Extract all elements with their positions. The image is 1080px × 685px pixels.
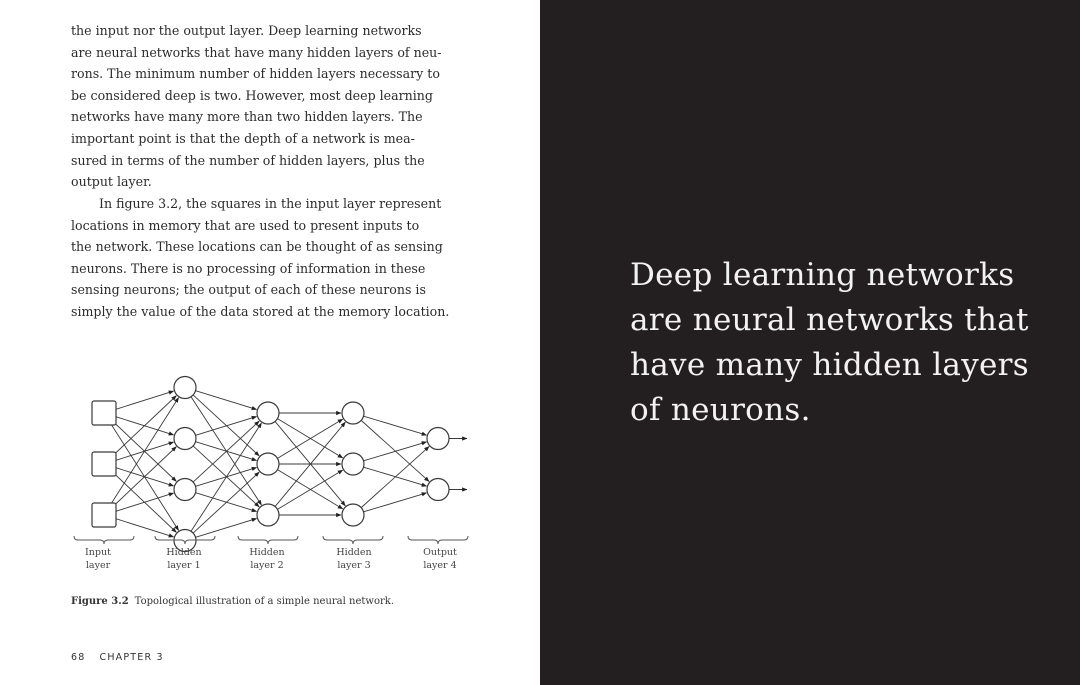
output-neuron (427, 428, 449, 450)
connection-edge (196, 519, 257, 538)
text-line: rons. The minimum number of hidden layers necessary to (71, 66, 440, 82)
layer-label-line: Hidden (249, 547, 285, 558)
text-line: simply the value of the data stored at the memory location. (71, 303, 450, 319)
output-neuron (427, 479, 449, 501)
chapter-label: CHAPTER 3 (99, 652, 164, 663)
figure-caption (71, 596, 491, 607)
hidden-neuron (174, 428, 196, 450)
text-line: sured in terms of the number of hidden layers, plus the (71, 152, 425, 168)
hidden-neuron (257, 504, 279, 526)
layer-brace (238, 536, 298, 544)
text-line: In figure 3.2, the squares in the input layer represent (99, 196, 442, 211)
connection-edge (196, 391, 257, 410)
quote-line: Deep learning networks (630, 257, 1015, 293)
connection-edge (110, 398, 178, 505)
layer-label-line: layer 2 (250, 560, 284, 571)
layer-label-line: Output (423, 547, 457, 558)
layer-brace (323, 536, 383, 544)
input-node-square (92, 503, 116, 527)
quote-line: have many hidden layers (630, 347, 1029, 383)
layer-label-line: layer 3 (337, 560, 371, 571)
layer-label-line: Hidden (166, 547, 202, 558)
layer-label-line: Hidden (336, 547, 372, 558)
connection-edge (191, 423, 261, 531)
layer-label-hidden-2 (232, 546, 302, 572)
text-line: are neural networks that have many hidden layers of neu- (71, 44, 442, 60)
hidden-neuron (257, 453, 279, 475)
input-node-square (92, 452, 116, 476)
layer-label-line: layer 4 (423, 560, 457, 571)
hidden-neuron (174, 479, 196, 501)
neural-network-diagram (60, 340, 480, 580)
connection-edge (113, 447, 177, 507)
quote-line: are neural networks that (630, 302, 1029, 338)
right-page (540, 0, 1080, 685)
paragraph-2 (71, 193, 451, 323)
network-nodes (92, 377, 449, 552)
hidden-neuron (342, 504, 364, 526)
quote-line: of neurons. (630, 392, 811, 428)
input-node-square (92, 401, 116, 425)
text-line: networks have many more than two hidden layers. The (71, 109, 423, 125)
text-line: important point is that the depth of a network is mea- (71, 130, 415, 146)
layer-braces (74, 536, 468, 544)
text-line: output layer. (71, 174, 152, 190)
connection-edge (193, 421, 259, 482)
output-arrows (449, 439, 467, 490)
figure-caption-label: Figure 3.2 (71, 596, 129, 607)
layer-brace (74, 536, 134, 544)
layer-label-line: Input (85, 547, 111, 558)
connection-edge (364, 416, 427, 435)
layer-label-line: layer 1 (167, 560, 201, 571)
text-line: locations in memory that are used to present inputs to (71, 217, 420, 233)
text-line: the network. These locations can be thought of as sensing (71, 239, 443, 255)
hidden-neuron (342, 402, 364, 424)
text-line: sensing neurons; the output of each of these neurons is (71, 282, 426, 298)
page-footer (71, 652, 164, 663)
hidden-neuron (257, 402, 279, 424)
hidden-neuron (174, 377, 196, 399)
connection-edge (364, 493, 427, 512)
hidden-neuron (342, 453, 364, 475)
layer-label-output (405, 546, 475, 572)
layer-label-line: layer (85, 560, 111, 571)
text-line: the input nor the output layer. Deep learning networks (71, 23, 422, 38)
text-line: be considered deep is two. However, most deep learning (71, 87, 433, 103)
layer-label-hidden-1 (149, 546, 219, 572)
text-line: neurons. There is no processing of information in these (71, 260, 426, 276)
connection-edge (113, 396, 177, 456)
connection-edge (193, 472, 259, 533)
figure-caption-text: Topological illustration of a simple neural network. (134, 596, 394, 607)
paragraph-1 (71, 20, 451, 193)
connection-edge (364, 442, 427, 461)
layer-label-input (63, 546, 133, 572)
layer-brace (408, 536, 468, 544)
connection-edge (361, 447, 429, 508)
page-number: 68 (71, 652, 86, 663)
pull-quote (630, 253, 1060, 433)
layer-label-hidden-3 (319, 546, 389, 572)
